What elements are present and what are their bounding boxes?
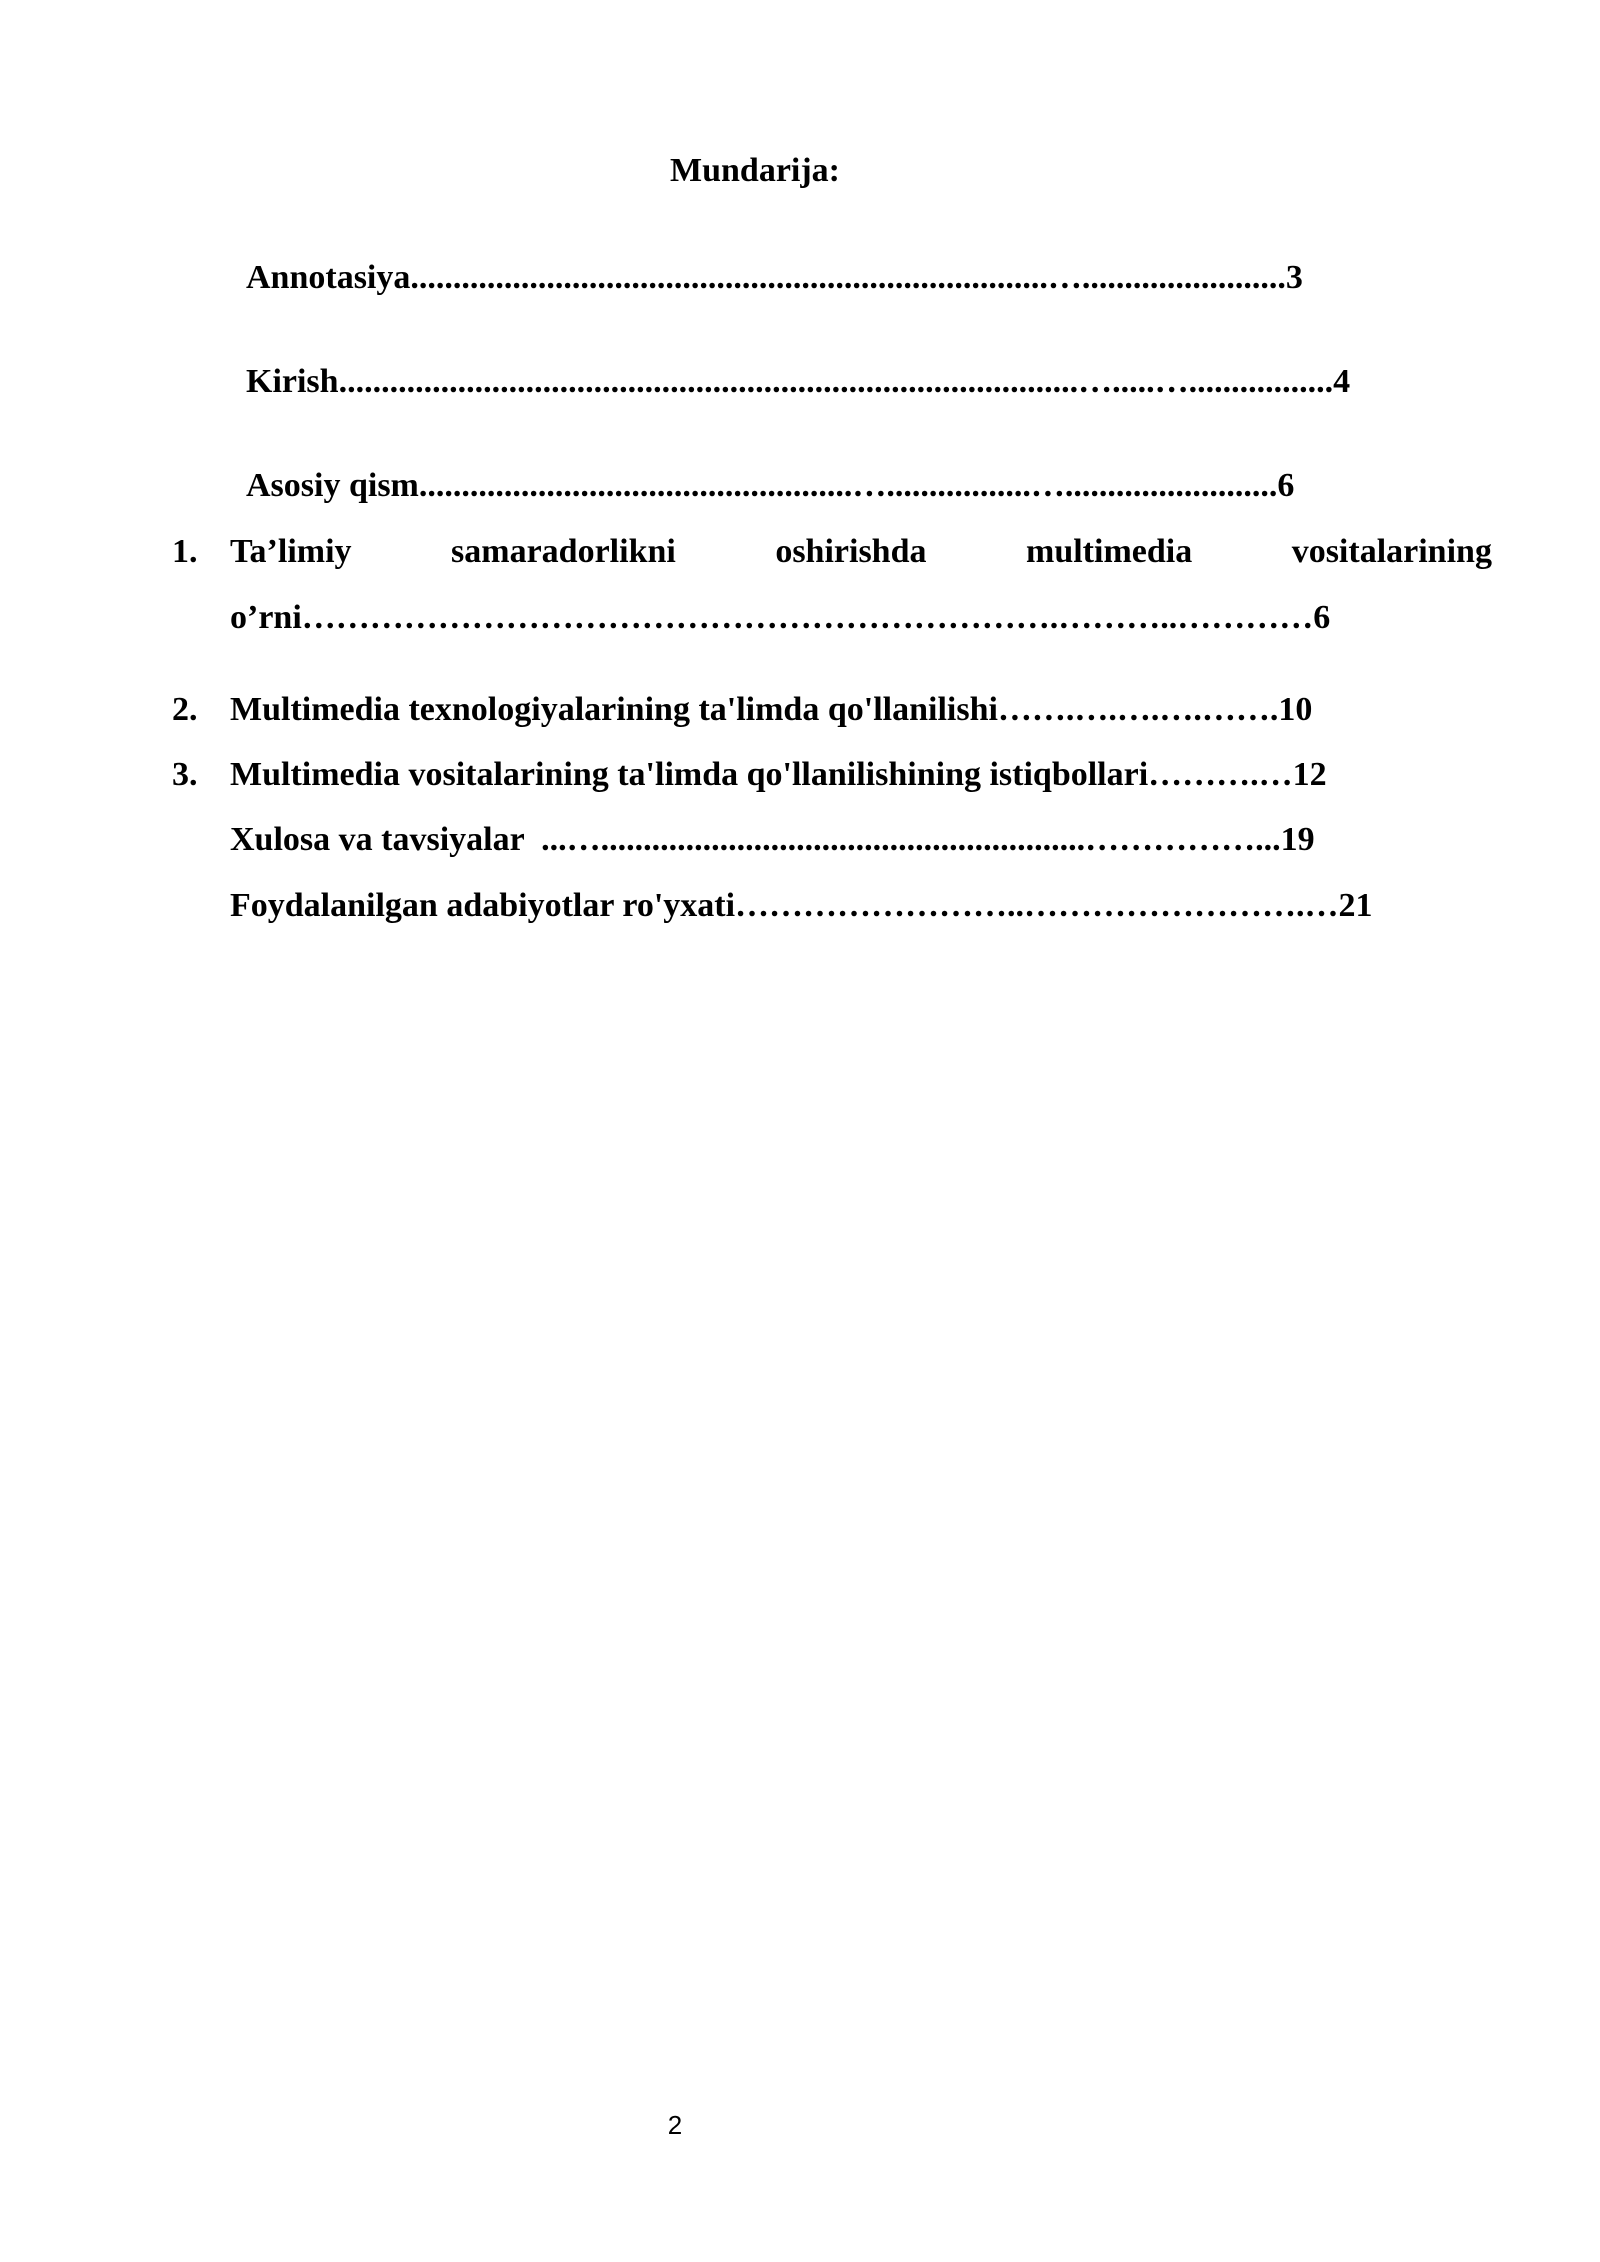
toc-item1-word: oshirishda (775, 533, 927, 570)
toc-item3-number: 3. (172, 756, 198, 793)
toc-title: Mundarija: (670, 152, 840, 189)
toc-item3: Multimedia vositalarining ta'limda qo'llanilishining istiqbollari……….…12 (230, 756, 1327, 793)
toc-item1-word: samaradorlikni (451, 533, 676, 570)
toc-item2: Multimedia texnologiyalarining ta'limda qo'llanilishi…….….….….…….10 (230, 691, 1313, 728)
page-number: 2 (667, 2110, 683, 2140)
toc-entry-intro: Kirish.......................................................................................….....….................4 (246, 363, 1351, 400)
toc-item1-number: 1. (172, 533, 198, 570)
toc-item1-continuation: o’rni………………………………………………………….………..…………6 (230, 599, 1331, 636)
toc-entry-annotation: Annotasiya...........................................................................…........................3 (246, 259, 1303, 296)
toc-item1-word: vositalarining (1291, 533, 1492, 570)
toc-entry-conclusion: Xulosa va tavsiyalar ...….........................................................……………...19 (230, 821, 1315, 858)
toc-item1-word: Ta’limiy (230, 533, 352, 570)
toc-item2-number: 2. (172, 691, 198, 728)
toc-item1-word: multimedia (1026, 533, 1193, 570)
toc-item1-first-line (230, 532, 1492, 572)
toc-entry-references: Foydalanilgan adabiyotlar ro'yxati……………………..…………………….…21 (230, 887, 1373, 924)
toc-entry-main: Asosiy qism...................................................….................….........................6 (246, 467, 1295, 504)
